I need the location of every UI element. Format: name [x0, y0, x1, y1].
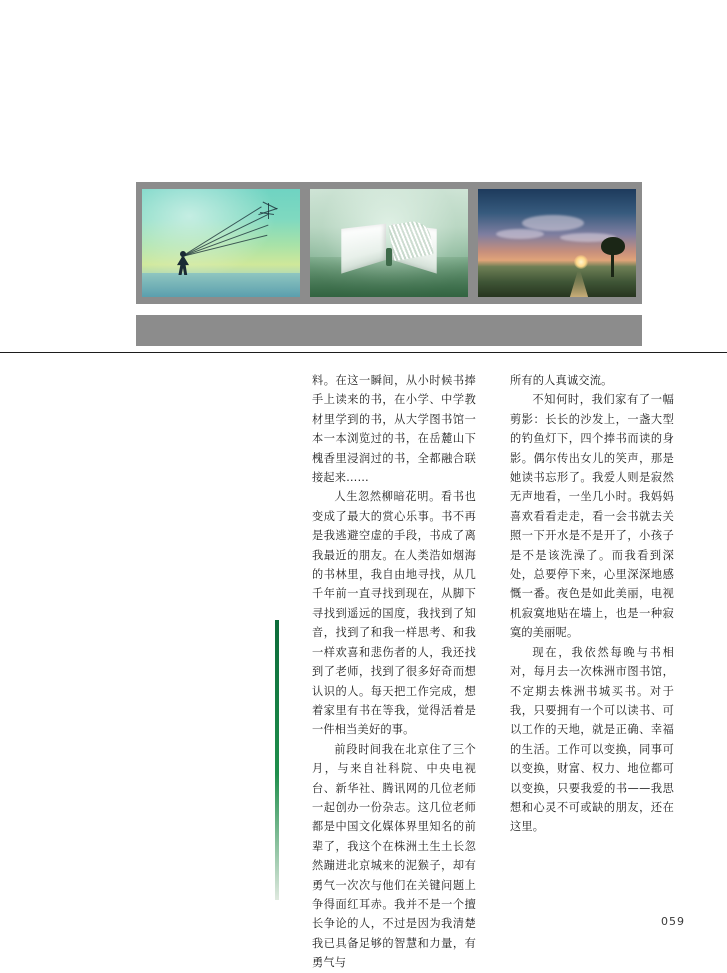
paragraph: 所有的人真诚交流。 [510, 374, 613, 387]
text-column-right [510, 371, 674, 973]
kite-girl-photo [142, 189, 300, 297]
image-band [136, 182, 642, 304]
open-book-on-grass-photo [310, 189, 468, 297]
accent-bar [275, 620, 279, 900]
paragraph: 前段时间我在北京住了三个月，与来自社科院、中央电视台、新华社、腾讯网的几位老师一起创办一份杂志。这几位老师都是中国文化媒体界里知名的前辈了，我这个在株洲土生土长忽然蹦进北京城来的泥猴子，却有勇气一次次与他们在关键问题上争得面红耳赤。我并不是一个擅长争论的人，不过是因为我清楚我已具备足够的智慧和力量，有勇气与 [312, 742, 476, 970]
paragraph: 不知何时，我们家有了一幅剪影：长长的沙发上，一盏大型的钓鱼灯下，四个捧书而读的身影。偶尔传出女儿的笑声，那是她读书忘形了。我爱人则是寂然无声地看，一坐几小时。我妈妈喜欢看看走走，看一会书就去关照一下开水是不是开了，小孩子是不是该洗澡了。而我看到深处，总要停下来，心里深深地感慨一番。夜色是如此美丽，电视机寂寞地贴在墙上，也是一种寂寞的美丽呢。 [510, 393, 674, 640]
book-spine [386, 248, 392, 266]
tree-silhouette [611, 251, 614, 277]
paragraph: 人生忽然柳暗花明。看书也变成了最大的赏心乐事。书不再是我逃避空虚的手段，书成了离我最近的朋友。在人类浩如烟海的书林里，我自由地寻找，从几千年前一直寻找到现在，从脚下寻找到遥远的国度，我找到了知音，找到了和我一样思考、和我一样欢喜和悲伤者的人，我还找到了老师，找到了很多好奇而想认识的人。每天把工作完成，想着家里有书在等我，觉得活着是一件相当美好的事。 [312, 490, 476, 737]
paragraph: 现在，我依然每晚与书相对，每月去一次株洲市图书馆，不定期去株洲书城买书。对于我，只要拥有一个可以读书、可以工作的天地，就是正确、幸福的生活。工作可以变换，同事可以变换，财富、权力、地位都可以变换，只要我爱的书——我思想和心灵不可或缺的朋友，还在这里。 [510, 645, 674, 834]
body-text [312, 371, 674, 973]
sea-band [142, 273, 300, 297]
sun-icon [574, 255, 588, 269]
kite-icon [258, 203, 284, 221]
open-book-icon [343, 220, 435, 266]
book-page-fan [388, 219, 434, 261]
sunset-field-tree-photo [478, 189, 636, 297]
girl-silhouette [176, 251, 190, 277]
page-number: 059 [661, 915, 685, 928]
text-column-left [312, 371, 476, 973]
horizontal-rule [0, 352, 727, 353]
grey-divider-block [136, 315, 642, 346]
cloud-shape [496, 229, 544, 239]
paragraph: 料。在这一瞬间，从小时候书捧手上读来的书，在小学、中学教材里学到的书，从大学图书馆一本一本浏览过的书，在岳麓山下槐香里浸润过的书，全都融合联接起来…… [312, 374, 476, 485]
road-glow [566, 271, 592, 297]
